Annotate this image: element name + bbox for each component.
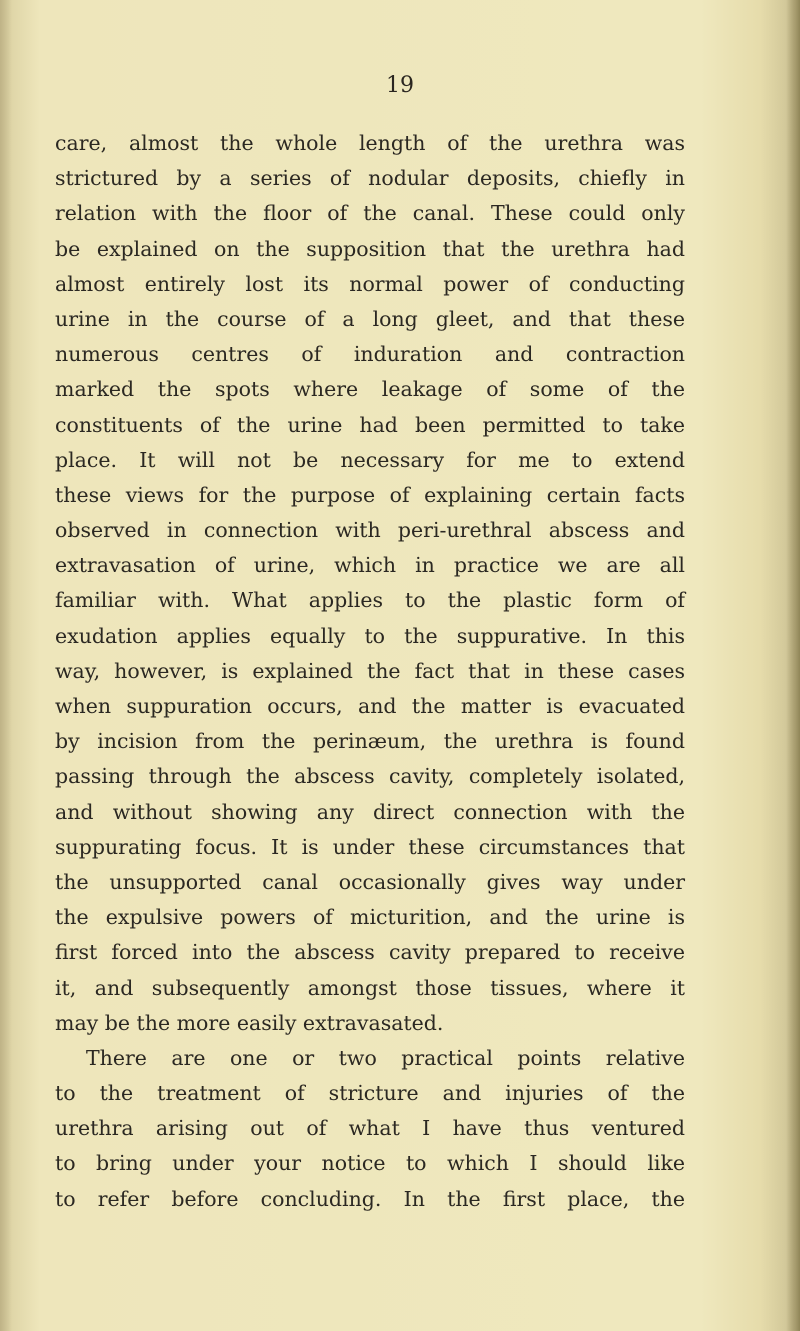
text-line: it, and subsequently amongst those tissues, where it	[55, 975, 685, 1000]
text-line: marked the spots where leakage of some of the	[55, 377, 685, 402]
text-line: strictured by a series of nodular deposits, chiefly in	[55, 166, 685, 191]
page-right-edge	[786, 0, 800, 1331]
text-line: by incision from the perinæum, the urethra is found	[55, 729, 685, 754]
text-line: care, almost the whole length of the urethra was	[55, 131, 685, 155]
text-line: extravasation of urine, which in practice we are all	[55, 553, 685, 578]
text-line: be explained on the supposition that the urethra had	[55, 236, 685, 261]
text-line: constituents of the urine had been permitted to take	[55, 412, 685, 437]
text-line: these views for the purpose of explaining certain facts	[55, 482, 685, 507]
text-line: observed in connection with peri-urethral abscess and	[55, 518, 685, 543]
text-line: to refer before concluding. In the first place, the	[55, 1186, 685, 1211]
text-line: when suppuration occurs, and the matter is evacuated	[55, 694, 685, 718]
page-left-shadow	[0, 0, 12, 1331]
body-text	[55, 126, 685, 1217]
text-line: to the treatment of stricture and injuries of the	[55, 1081, 685, 1106]
text-line: suppurating focus. It is under these circumstances that	[55, 834, 685, 859]
text-line: the unsupported canal occasionally gives way under	[55, 869, 685, 894]
text-line: first forced into the abscess cavity prepared to receive	[55, 940, 685, 965]
page-number: 19	[386, 73, 414, 98]
text-line: familiar with. What applies to the plastic form of	[55, 588, 685, 613]
text-line: There are one or two practical points relative	[86, 1045, 685, 1070]
text-line: almost entirely lost its normal power of conducting	[55, 271, 685, 296]
text-line: urethra arising out of what I have thus ventured	[55, 1116, 685, 1141]
text-line: may be the more easily extravasated.	[55, 1010, 444, 1035]
text-line: to bring under your notice to which I should like	[55, 1151, 685, 1176]
text-line: numerous centres of induration and contraction	[55, 342, 685, 367]
text-line: way, however, is explained the fact that in these cases	[55, 658, 685, 683]
text-line: exudation applies equally to the suppurative. In this	[55, 623, 685, 648]
text-line: and without showing any direct connection with the	[55, 799, 685, 824]
text-line: passing through the abscess cavity, completely isolated,	[55, 764, 685, 789]
text-line: place. It will not be necessary for me to extend	[55, 447, 685, 472]
text-line: relation with the floor of the canal. These could only	[55, 201, 685, 226]
text-line: the expulsive powers of micturition, and the urine is	[55, 905, 685, 930]
text-line: urine in the course of a long gleet, and that these	[55, 306, 685, 331]
